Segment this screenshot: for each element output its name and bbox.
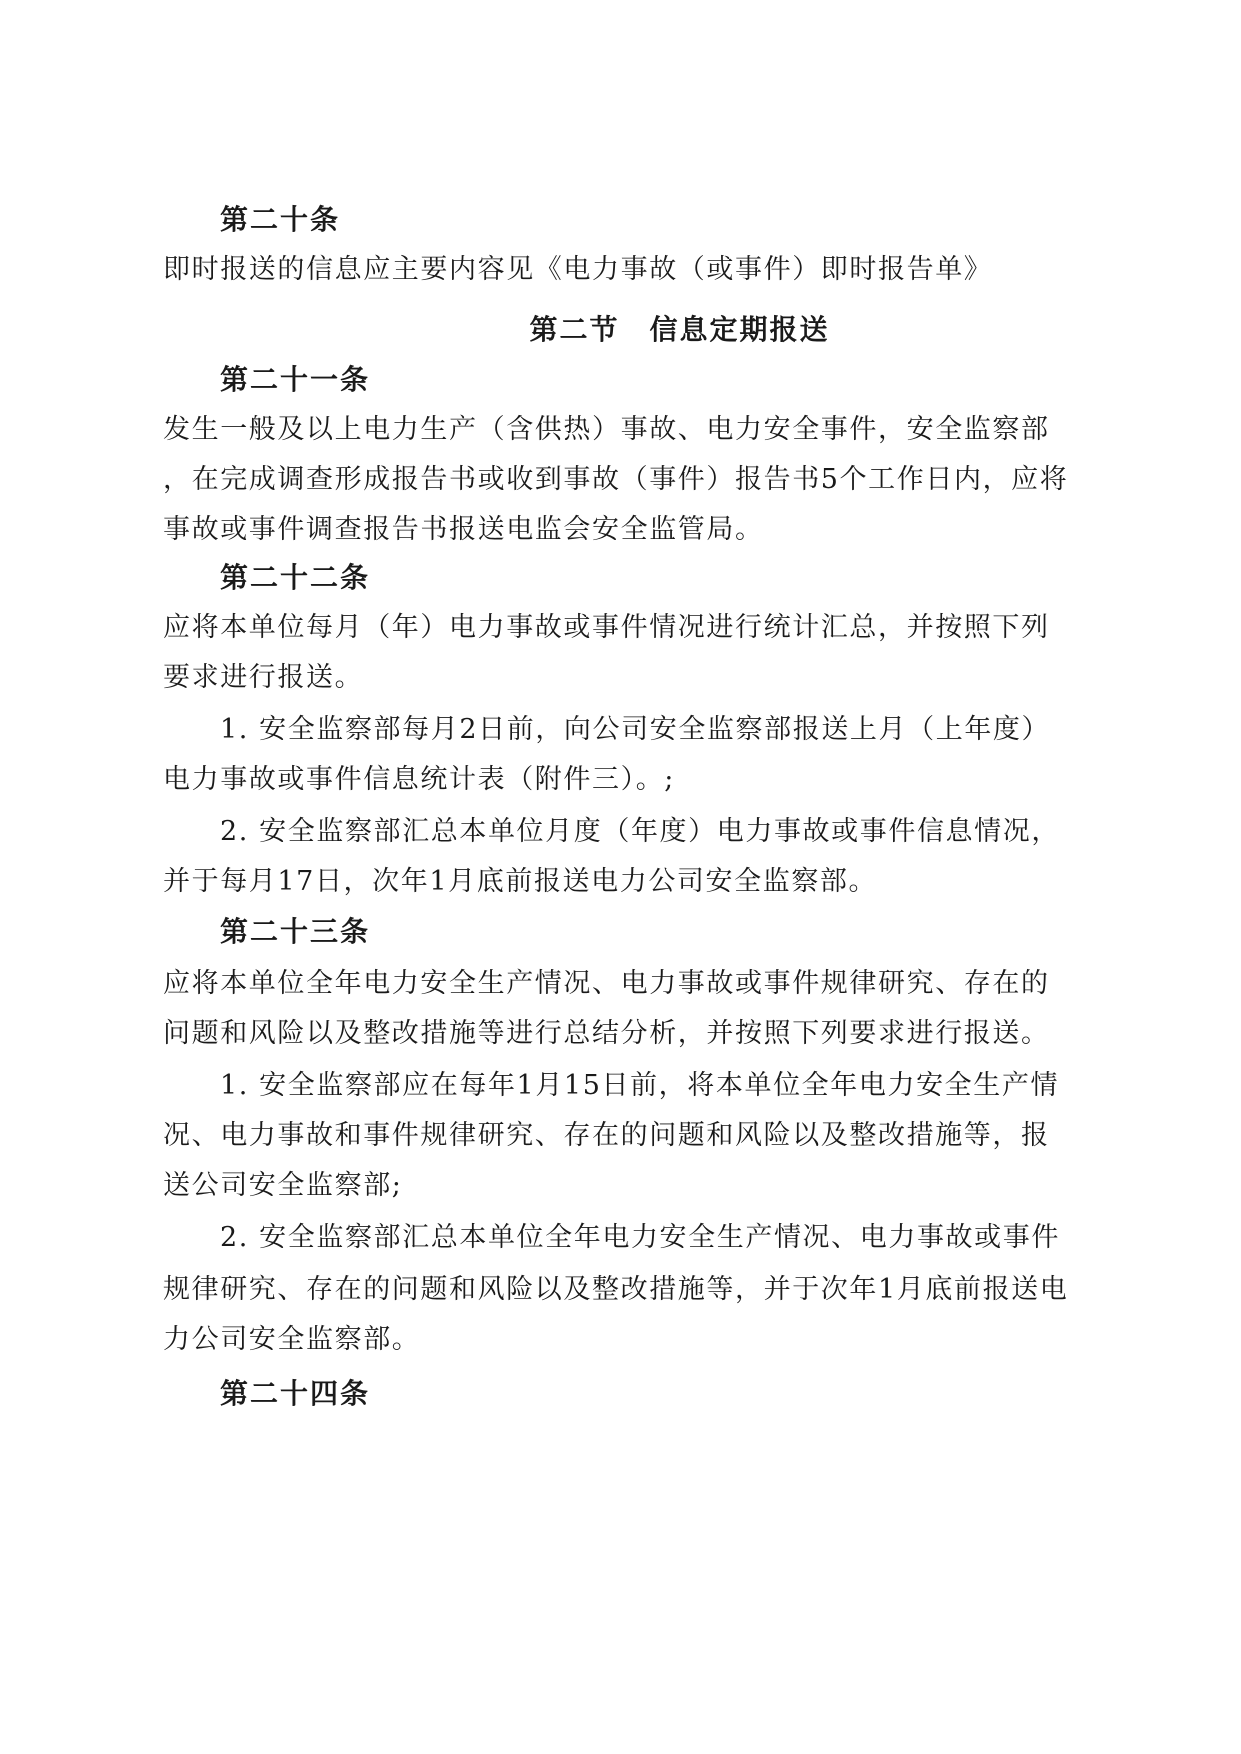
article-23-item-2-line-1: 2. 安全监察部汇总本单位全年电力安全生产情况、电力事故或事件 [220,1222,1060,1253]
article-21-text-line-2: ，在完成调查形成报告书或收到事故（事件）报告书5个工作日内，应将 [163,464,1069,495]
article-22-item-2-line-1: 2. 安全监察部汇总本单位月度（年度）电力事故或事件信息情况， [220,816,1060,847]
article-23-item-2-line-2: 规律研究、存在的问题和风险以及整改措施等，并于次年1月底前报送电 [163,1274,1069,1305]
article-22-item-1-line-2: 电力事故或事件信息统计表（附件三）。; [163,764,675,795]
article-24-heading: 第二十四条 [220,1377,371,1410]
article-21-heading: 第二十一条 [220,363,371,396]
article-22-item-1-line-1: 1. 安全监察部每月2日前，向公司安全监察部报送上月（上年度） [220,714,1051,745]
article-23-heading: 第二十三条 [220,915,371,948]
article-22-heading: 第二十二条 [220,561,371,594]
article-23-item-1-line-2: 况、电力事故和事件规律研究、存在的问题和风险以及整改措施等，报 [163,1120,1050,1151]
article-23-text-line-2: 问题和风险以及整改措施等进行总结分析，并按照下列要求进行报送。 [163,1018,1050,1049]
article-22-text-line-2: 要求进行报送。 [163,662,364,693]
article-20-text-line-1: 即时报送的信息应主要内容见《电力事故（或事件）即时报告单》 [163,254,993,285]
article-22-item-2-line-2: 并于每月17日，次年1月底前报送电力公司安全监察部。 [163,866,878,897]
article-23-item-2-line-3: 力公司安全监察部。 [163,1324,421,1355]
article-23-item-1-line-3: 送公司安全监察部; [163,1170,403,1201]
article-21-text-line-3: 事故或事件调查报告书报送电监会安全监管局。 [163,514,764,545]
article-21-text-line-1: 发生一般及以上电力生产（含供热）事故、电力安全事件，安全监察部 [163,414,1050,445]
section-title: 第二节 信息定期报送 [529,313,830,346]
article-23-item-1-line-1: 1. 安全监察部应在每年1月15日前，将本单位全年电力安全生产情 [220,1070,1060,1101]
article-22-text-line-1: 应将本单位每月（年）电力事故或事件情况进行统计汇总，并按照下列 [163,612,1050,643]
article-23-text-line-1: 应将本单位全年电力安全生产情况、电力事故或事件规律研究、存在的 [163,968,1050,999]
article-20-heading: 第二十条 [220,203,341,236]
